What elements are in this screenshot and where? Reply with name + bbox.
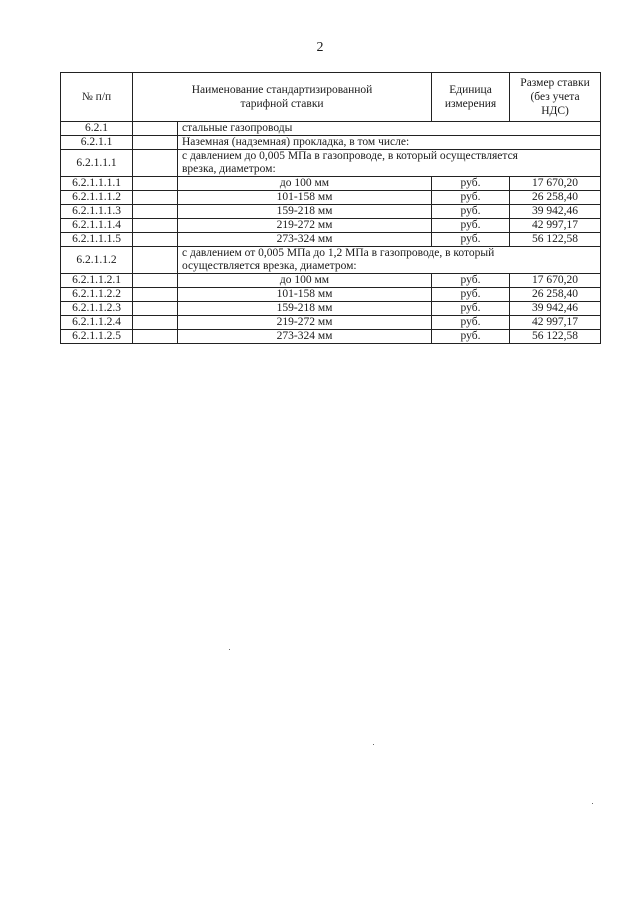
- row-spacer: [133, 302, 178, 316]
- table-row: [61, 177, 601, 191]
- header-name-line2: тарифной ставки: [240, 98, 324, 110]
- table-row: [61, 122, 601, 136]
- row-number: 6.2.1.1.2.4: [61, 316, 133, 330]
- row-value: 17 670,20: [510, 177, 601, 191]
- row-name: 101-158 мм: [178, 191, 432, 205]
- row-unit: руб.: [432, 233, 510, 247]
- row-unit: руб.: [432, 219, 510, 233]
- table-row: [61, 274, 601, 288]
- row-unit: руб.: [432, 330, 510, 344]
- row-spacer: [133, 150, 178, 177]
- row-number: 6.2.1.1.2.3: [61, 302, 133, 316]
- header-name: [133, 73, 432, 122]
- row-name: 273-324 мм: [178, 330, 432, 344]
- table-row: [61, 316, 601, 330]
- tariff-rates-table: [60, 72, 601, 344]
- row-number: 6.2.1: [61, 122, 133, 136]
- header-rate: [510, 73, 601, 122]
- row-value: 17 670,20: [510, 274, 601, 288]
- table-row: [61, 205, 601, 219]
- row-value: 26 258,40: [510, 288, 601, 302]
- row-value: 42 997,17: [510, 219, 601, 233]
- table-row: [61, 191, 601, 205]
- row-number: 6.2.1.1.1.5: [61, 233, 133, 247]
- row-value: 26 258,40: [510, 191, 601, 205]
- row-unit: руб.: [432, 274, 510, 288]
- row-unit: руб.: [432, 177, 510, 191]
- row-spacer: [133, 205, 178, 219]
- table-header-row: [61, 73, 601, 122]
- row-value: 39 942,46: [510, 302, 601, 316]
- row-number: 6.2.1.1.1.2: [61, 191, 133, 205]
- row-number: 6.2.1.1.2.2: [61, 288, 133, 302]
- row-unit: руб.: [432, 316, 510, 330]
- row-name: до 100 мм: [178, 274, 432, 288]
- table-row: [61, 302, 601, 316]
- scan-speck: [592, 803, 593, 804]
- row-number: 6.2.1.1.2.5: [61, 330, 133, 344]
- row-spacer: [133, 136, 178, 150]
- row-spacer: [133, 288, 178, 302]
- row-name: [178, 247, 601, 274]
- row-spacer: [133, 177, 178, 191]
- row-number: 6.2.1.1.1: [61, 150, 133, 177]
- row-value: 56 122,58: [510, 330, 601, 344]
- row-name-line1: с давлением от 0,005 МПа до 1,2 МПа в газопроводе, в который: [182, 247, 495, 259]
- row-name: 219-272 мм: [178, 219, 432, 233]
- row-unit: руб.: [432, 191, 510, 205]
- row-unit: руб.: [432, 302, 510, 316]
- row-number: 6.2.1.1: [61, 136, 133, 150]
- row-name: 101-158 мм: [178, 288, 432, 302]
- row-spacer: [133, 233, 178, 247]
- row-value: 42 997,17: [510, 316, 601, 330]
- row-number: 6.2.1.1.1.3: [61, 205, 133, 219]
- row-spacer: [133, 316, 178, 330]
- row-spacer: [133, 247, 178, 274]
- header-rate-line3: НДС): [541, 105, 569, 117]
- row-unit: руб.: [432, 205, 510, 219]
- row-name: Наземная (надземная) прокладка, в том числе:: [178, 136, 601, 150]
- header-unit-line1: Единица: [449, 84, 492, 96]
- row-name: 159-218 мм: [178, 205, 432, 219]
- row-spacer: [133, 191, 178, 205]
- row-name: 273-324 мм: [178, 233, 432, 247]
- row-value: 56 122,58: [510, 233, 601, 247]
- row-spacer: [133, 330, 178, 344]
- scan-speck: [229, 649, 230, 650]
- row-number: 6.2.1.1.1.4: [61, 219, 133, 233]
- row-number: 6.2.1.1.2.1: [61, 274, 133, 288]
- table-row: [61, 288, 601, 302]
- row-spacer: [133, 122, 178, 136]
- row-name: [178, 150, 601, 177]
- page-number: 2: [316, 40, 324, 55]
- row-name: 159-218 мм: [178, 302, 432, 316]
- header-unit: [432, 73, 510, 122]
- table-row: [61, 330, 601, 344]
- row-number: 6.2.1.1.1.1: [61, 177, 133, 191]
- header-rate-line1: Размер ставки: [520, 77, 590, 89]
- header-rate-line2: (без учета: [530, 91, 580, 103]
- scan-speck: [373, 744, 374, 745]
- row-value: 39 942,46: [510, 205, 601, 219]
- table-row: [61, 219, 601, 233]
- table-row: [61, 136, 601, 150]
- row-name-line2: врезка, диаметром:: [182, 163, 276, 175]
- table-row: [61, 233, 601, 247]
- table-row: [61, 150, 601, 177]
- row-name: до 100 мм: [178, 177, 432, 191]
- header-unit-line2: измерения: [444, 98, 497, 110]
- row-name: стальные газопроводы: [178, 122, 601, 136]
- row-spacer: [133, 219, 178, 233]
- row-name-line2: осуществляется врезка, диаметром:: [182, 260, 357, 272]
- row-name: 219-272 мм: [178, 316, 432, 330]
- header-name-line1: Наименование стандартизированной: [191, 84, 373, 96]
- row-unit: руб.: [432, 288, 510, 302]
- row-spacer: [133, 274, 178, 288]
- row-number: 6.2.1.1.2: [61, 247, 133, 274]
- header-number: № п/п: [61, 73, 133, 122]
- row-name-line1: с давлением до 0,005 МПа в газопроводе, в который осуществляется: [182, 150, 518, 162]
- table-row: [61, 247, 601, 274]
